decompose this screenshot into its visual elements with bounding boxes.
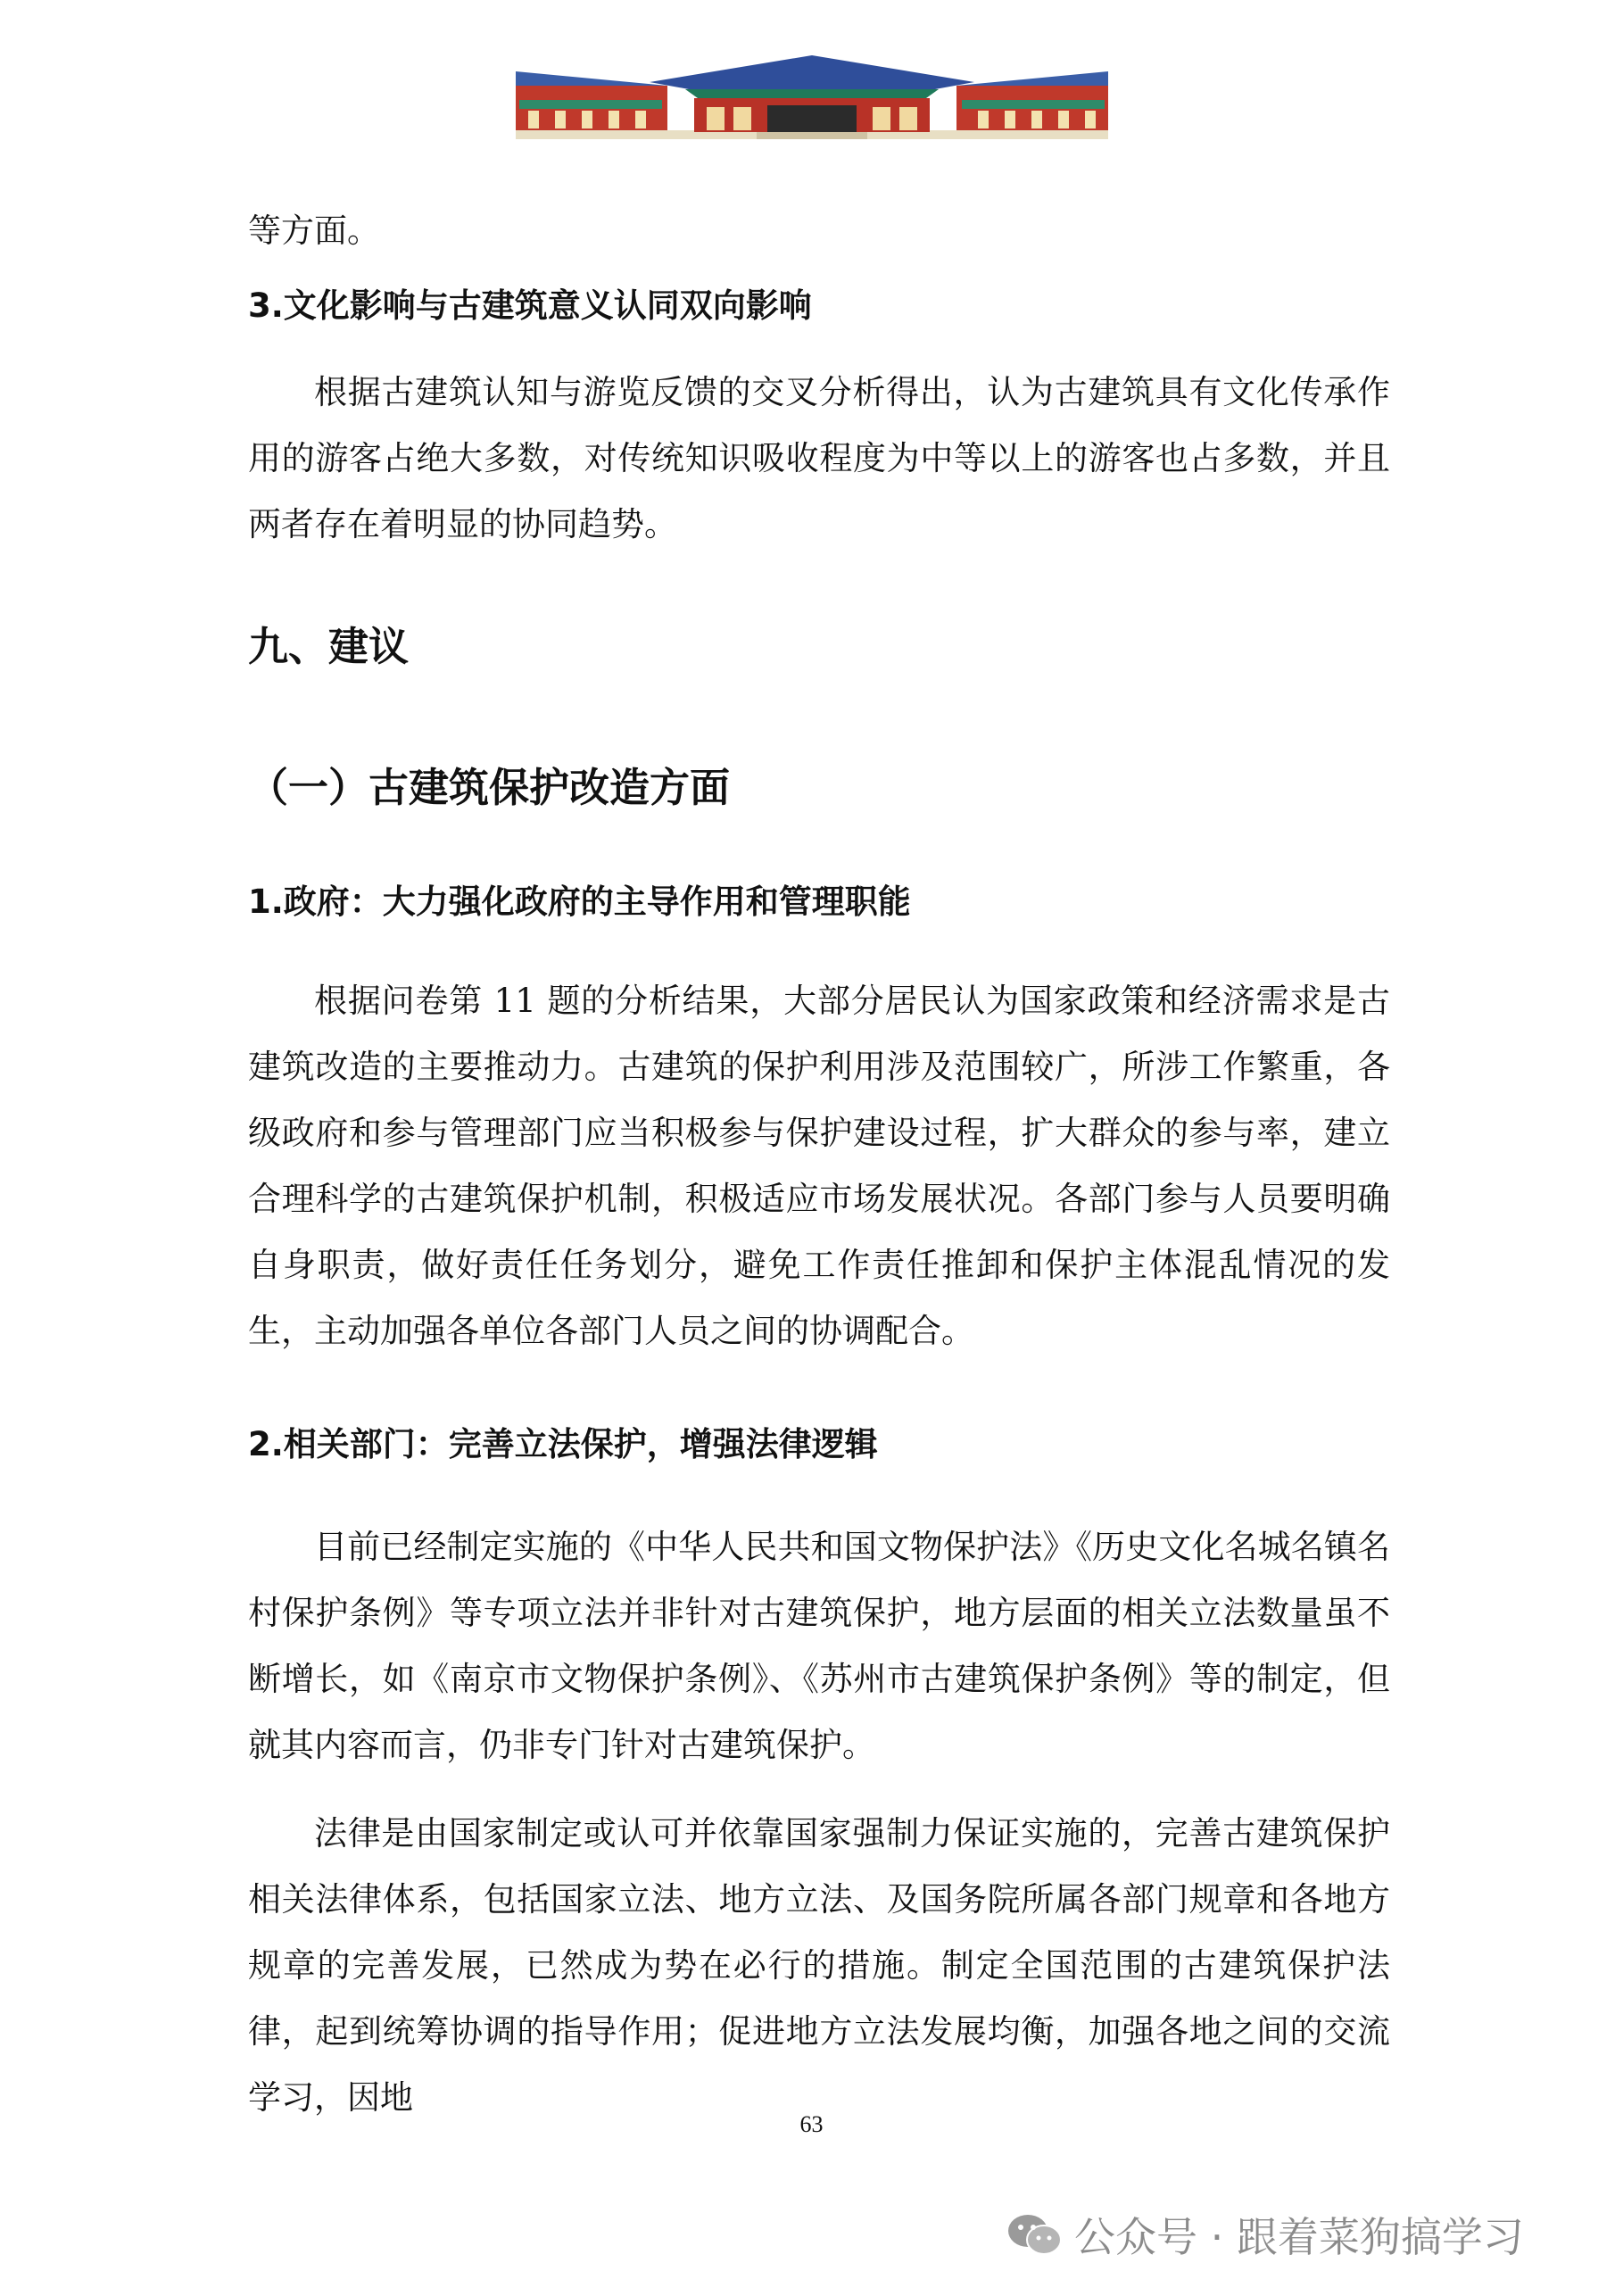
- chinese-pavilion-illustration: [516, 55, 1108, 141]
- paragraph-continuation: 等方面。: [248, 211, 380, 250]
- subheading-departments: 2.相关部门：完善立法保护，增强法律逻辑: [248, 1425, 878, 1463]
- watermark-text: 公众号 · 跟着菜狗搞学习: [1074, 2213, 1524, 2261]
- section-heading-protection: （一）古建筑保护改造方面: [248, 764, 731, 811]
- watermark: [1006, 2208, 1524, 2261]
- paragraph-government: 根据问卷第 11 题的分析结果，大部分居民认为国家政策和经济需求是古建筑改造的主要推动力。古建筑的保护利用涉及范围较广，所涉工作繁重，各级政府和参与管理部门应当积极参与保护建设过程，扩大群众的参与率，建立合理科学的古建筑保护机制，积极适应市场发展状况。各部门参与人员要明确自身职责，做好责任任务划分，避免工作责任推卸和保护主体混乱情况的发生，主动加强各单位各部门人员之间的协调配合。: [248, 982, 1390, 1350]
- paragraph-cultural-analysis: 根据古建筑认知与游览反馈的交叉分析得出，认为古建筑具有文化传承作用的游客占绝大多数，对传统知识吸收程度为中等以上的游客也占多数，并且两者存在着明显的协同趋势。: [248, 373, 1390, 543]
- page-number: 63: [799, 2111, 824, 2137]
- paragraph-law-system: 法律是由国家制定或认可并依靠国家强制力保证实施的，完善古建筑保护相关法律体系，包括国家立法、地方立法、及国务院所属各部门规章和各地方规章的完善发展，已然成为势在必行的措施。制定全国范围的古建筑保护法律，起到统筹协调的指导作用；促进地方立法发展均衡，加强各地之间的交流学习，因地: [248, 1814, 1390, 2117]
- wechat-icon: [1006, 2211, 1064, 2258]
- paragraph-legislation: 目前已经制定实施的《中华人民共和国文物保护法》《历史文化名城名镇名村保护条例》等专项立法并非针对古建筑保护，地方层面的相关立法数量虽不断增长，如《南京市文物保护条例》、《苏州市古建筑保护条例》等的制定，但就其内容而言，仍非专门针对古建筑保护。: [248, 1528, 1390, 1764]
- section-heading-suggestions: 九、建议: [248, 623, 410, 670]
- subheading-cultural-influence: 3.文化影响与古建筑意义认同双向影响: [248, 286, 812, 325]
- subheading-government: 1.政府：大力强化政府的主导作用和管理职能: [248, 883, 911, 921]
